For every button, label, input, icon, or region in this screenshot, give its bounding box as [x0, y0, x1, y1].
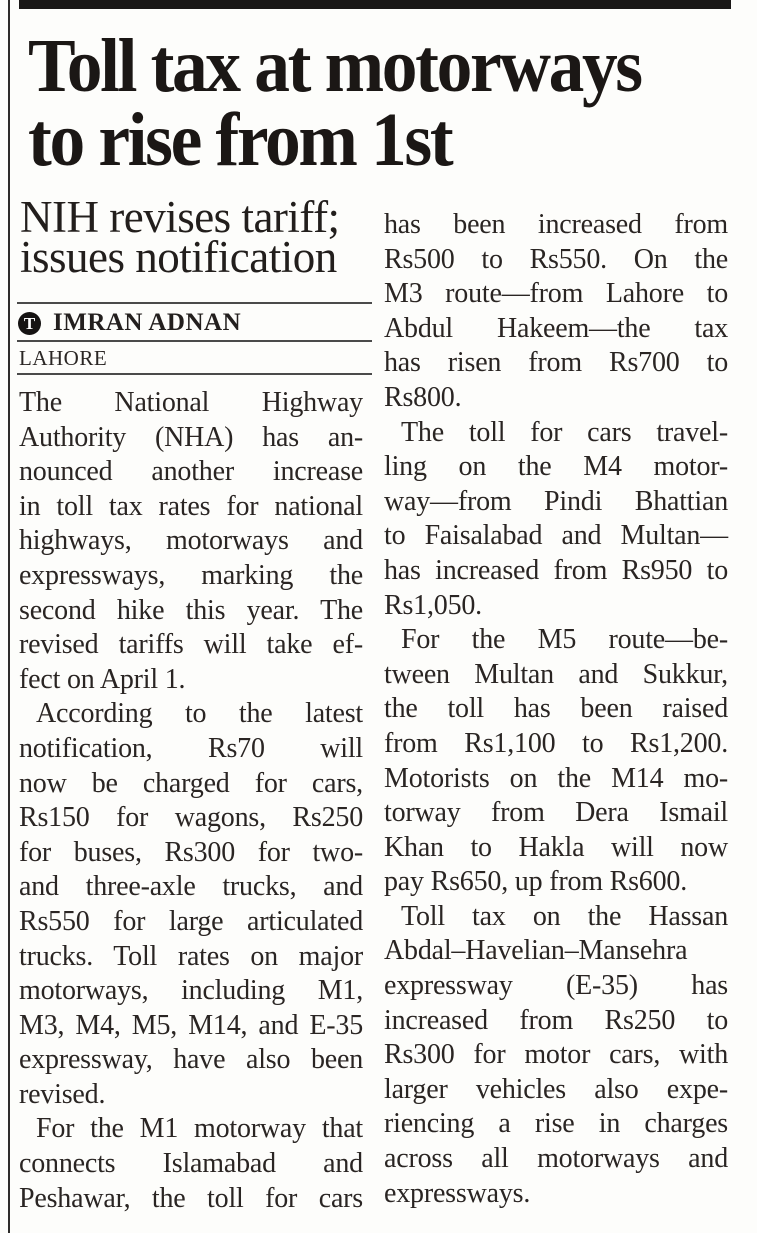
article-line: larger vehicles also expe- [384, 1073, 728, 1105]
article-line: has increased from Rs950 to [384, 554, 728, 586]
section-divider-bar [19, 0, 731, 9]
article-line: to Faisalabad and Multan— [384, 520, 728, 552]
article-line: For the M5 route—be- [401, 624, 728, 656]
article-line: According to the latest [36, 698, 363, 730]
article-line: expressway (E-35) has [384, 970, 728, 1002]
text-line: to rise from 1st [28, 98, 452, 182]
article-line: Khan to Hakla will now [384, 831, 728, 863]
article-line: has risen from Rs700 to [384, 347, 728, 379]
article-line: Rs300 for motor cars, with [384, 1039, 728, 1071]
article-line: M3, M4, M5, M14, and E-35 [19, 1009, 363, 1041]
column-edge-rule [8, 0, 10, 1233]
article-line: from Rs1,100 to Rs1,200. [384, 727, 728, 759]
tribune-logo-letter: T [23, 313, 36, 333]
article-line: Toll tax on the Hassan [401, 900, 728, 932]
byline-row [18, 309, 241, 337]
article-line: and three-axle trucks, and [19, 871, 363, 903]
article-line: connects Islamabad and [19, 1148, 363, 1180]
article-line: For the M1 motorway that [36, 1113, 363, 1145]
article-line: increased from Rs250 to [384, 1004, 728, 1036]
text-line: NIH revises tariff; [20, 192, 340, 242]
article-line: in toll tax rates for national [19, 490, 363, 522]
headline [28, 24, 641, 182]
article-line: the toll has been raised [384, 693, 728, 725]
article-column-2 [384, 208, 728, 1211]
tribune-logo-icon [18, 312, 41, 335]
article-line: Rs800. [384, 381, 462, 413]
article-line: Abdal–Havelian–Mansehra [384, 935, 688, 967]
article-line: second hike this year. The [19, 594, 363, 626]
article-line: pay Rs650, up from Rs600. [384, 866, 688, 898]
article-line: The National Highway [19, 387, 363, 418]
article-line: Authority (NHA) has an- [19, 421, 363, 453]
paragraph [384, 623, 728, 900]
paragraph [384, 900, 728, 1211]
text-line: Toll tax at motorways [28, 24, 641, 108]
article-line: highways, motorways and [19, 525, 363, 557]
byline-bottom-rule [17, 373, 372, 375]
article-line: Rs500 to Rs550. On the [384, 243, 728, 275]
paragraph [384, 416, 728, 624]
article-line: revised. [19, 1078, 106, 1110]
byline-middle-rule [17, 340, 372, 342]
article-line: notification, Rs70 will [19, 732, 363, 764]
text-line: issues notification [20, 232, 337, 282]
subheadline [20, 192, 340, 282]
article-line: motorways, including M1, [19, 975, 363, 1007]
article-line: expressways, marking the [19, 559, 363, 591]
paragraph [384, 208, 728, 416]
article-line: Peshawar, the toll for cars [19, 1182, 363, 1214]
article-line: across all motorways and [384, 1143, 728, 1175]
article-line: Rs1,050. [384, 589, 482, 621]
byline-author: IMRAN ADNAN [53, 309, 242, 336]
dateline-location: LAHORE [19, 346, 108, 370]
article-line: The toll for cars travel- [401, 416, 728, 448]
article-line: Abdul Hakeem—the tax [384, 312, 728, 344]
article-line: riencing a rise in charges [384, 1108, 728, 1140]
article-line: Rs550 for large articulated [19, 905, 363, 937]
article-line: tween Multan and Sukkur, [384, 658, 728, 690]
byline-top-rule [17, 302, 372, 304]
paragraph [19, 386, 363, 697]
article-line: has been increased from [384, 209, 728, 240]
article-line: revised tariffs will take ef- [19, 629, 363, 661]
article-line: Motorists on the M14 mo- [384, 762, 728, 794]
article-line: trucks. Toll rates on major [19, 940, 363, 972]
paragraph [19, 697, 363, 1112]
article-line: torway from Dera Ismail [384, 797, 728, 829]
article-line: nounced another increase [19, 456, 363, 488]
article-line: ling on the M4 motor- [384, 451, 728, 483]
paragraph [19, 1112, 363, 1216]
article-line: for buses, Rs300 for two- [19, 836, 363, 868]
article-line: M3 route—from Lahore to [384, 278, 728, 310]
article-column-1 [19, 386, 363, 1216]
article-line: way—from Pindi Bhattian [384, 485, 728, 517]
article-line: Rs150 for wagons, Rs250 [19, 802, 363, 834]
article-line: expressways. [384, 1177, 531, 1209]
article-line: now be charged for cars, [19, 767, 363, 799]
article-line: fect on April 1. [19, 663, 186, 695]
article-line: expressway, have also been [19, 1044, 363, 1076]
